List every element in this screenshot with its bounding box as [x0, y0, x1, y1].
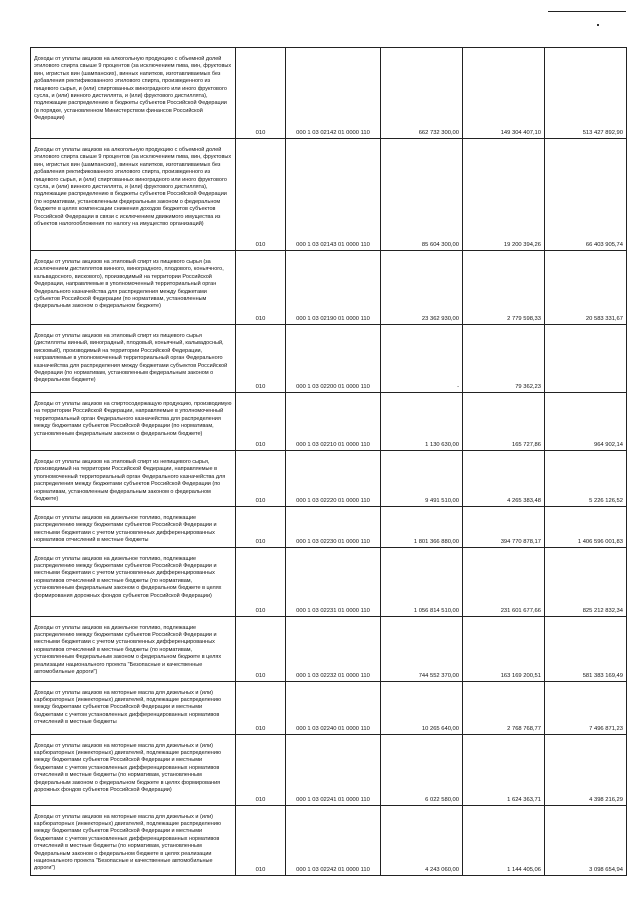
row-approved: 1 801 366 880,00	[381, 507, 463, 548]
row-remaining: 964 902,14	[545, 393, 627, 451]
row-remaining: 7 496 871,23	[545, 681, 627, 734]
row-remaining: 4 398 216,29	[545, 734, 627, 805]
scan-speck	[597, 24, 599, 26]
row-line-code: 010	[236, 547, 286, 616]
row-remaining: 513 427 892,90	[545, 48, 627, 139]
row-approved: 85 604 300,00	[381, 139, 463, 251]
row-line-code: 010	[236, 451, 286, 507]
row-approved: 1 130 630,00	[381, 393, 463, 451]
row-line-code: 010	[236, 139, 286, 251]
row-executed: 149 304 407,10	[463, 48, 545, 139]
row-executed: 231 601 677,66	[463, 547, 545, 616]
row-approved: 4 243 060,00	[381, 805, 463, 875]
table-row	[31, 547, 627, 616]
row-approved: -	[381, 325, 463, 393]
row-description: Доходы от уплаты акцизов на дизельное топливо, подлежащие распределению между бюджетами субъектов Российской Федерации и местными бюджетами с учетом установленных дифференцированных нормативов отчислений в местные бюджеты (по нормативам, установленным федеральным законом о федеральном бюджете в целях формирования дорожных фондов субъектов Российской Федерации)	[31, 547, 236, 616]
table-row	[31, 734, 627, 805]
row-kbk-code: 000 1 03 02241 01 0000 110	[286, 734, 381, 805]
row-approved: 10 265 640,00	[381, 681, 463, 734]
row-kbk-code: 000 1 03 02240 01 0000 110	[286, 681, 381, 734]
row-line-code: 010	[236, 251, 286, 325]
row-kbk-code: 000 1 03 02210 01 0000 110	[286, 393, 381, 451]
table-row	[31, 251, 627, 325]
row-executed: 19 200 394,26	[463, 139, 545, 251]
row-executed: 394 770 878,17	[463, 507, 545, 548]
row-remaining: 20 583 331,67	[545, 251, 627, 325]
row-remaining: 3 098 654,94	[545, 805, 627, 875]
row-approved: 1 056 814 510,00	[381, 547, 463, 616]
row-executed: 2 768 768,77	[463, 681, 545, 734]
row-approved: 6 022 580,00	[381, 734, 463, 805]
row-kbk-code: 000 1 03 02190 01 0000 110	[286, 251, 381, 325]
row-description: Доходы от уплаты акцизов на моторные масла для дизельных и (или) карбюраторных (инжекторных) двигателей, подлежащие распределению между бюджетами субъектов Российской Федерации и местными бюджетами с учетом установленных дифференцированных нормативов отчислений в местные бюджеты (по нормативам, установленным Федеральным законом о федеральном бюджете в целях реализации национального проекта "Безопасные и качественные автомобильные дороги")	[31, 805, 236, 875]
table-row	[31, 507, 627, 548]
row-remaining	[545, 325, 627, 393]
row-executed: 79 362,23	[463, 325, 545, 393]
table-row	[31, 48, 627, 139]
row-kbk-code: 000 1 03 02142 01 0000 110	[286, 48, 381, 139]
row-description: Доходы от уплаты акцизов на моторные масла для дизельных и (или) карбюраторных (инжекторных) двигателей, подлежащие распределению между бюджетами субъектов Российской Федерации и местными бюджетами с учетом установленных дифференцированных нормативов отчислений в местные бюджеты (по нормативам, установленным федеральным законом о федеральном бюджете в целях формирования дорожных фондов субъектов Российской Федерации)	[31, 734, 236, 805]
row-executed: 165 727,86	[463, 393, 545, 451]
row-approved: 9 491 510,00	[381, 451, 463, 507]
row-kbk-code: 000 1 03 02232 01 0000 110	[286, 616, 381, 681]
row-description: Доходы от уплаты акцизов на дизельное топливо, подлежащие распределению между бюджетами субъектов Российской Федерации и местными бюджетами с учетом установленных дифференцированных нормативов отчислений в местные бюджеты	[31, 507, 236, 548]
row-remaining: 825 212 832,34	[545, 547, 627, 616]
row-kbk-code: 000 1 03 02230 01 0000 110	[286, 507, 381, 548]
row-description: Доходы от уплаты акцизов на этиловый спирт из пищевого сырья (дистилляты винный, виноградный, плодовый, коньячный, кальвадосный, висковый), производимый на территории Российской Федерации, направляемые в уполномоченный территориальный орган Федерального казначейства для распределения между бюджетами субъектов Российской Федерации (по нормативам, установленным федеральным законом о федеральном бюджете)	[31, 325, 236, 393]
table-row	[31, 681, 627, 734]
income-table-body	[31, 48, 627, 876]
row-description: Доходы от уплаты акцизов на дизельное топливо, подлежащие распределению между бюджетами субъектов Российской Федерации и местными бюджетами с учетом установленных дифференцированных нормативов отчислений в местные бюджеты (по нормативам, установленным Федеральным законом о федеральном бюджете в целях реализации национального проекта "Безопасные и качественные автомобильные дороги")	[31, 616, 236, 681]
row-line-code: 010	[236, 393, 286, 451]
row-description: Доходы от уплаты акцизов на спиртосодержащую продукцию, производимую на территории Российской Федерации, направляемые в уполномоченный территориальный орган Федерального казначейства для распределения между бюджетами субъектов Российской Федерации (по нормативам, установленным федеральным законом о федеральном бюджете)	[31, 393, 236, 451]
row-remaining: 66 403 905,74	[545, 139, 627, 251]
row-kbk-code: 000 1 03 02242 01 0000 110	[286, 805, 381, 875]
row-remaining: 5 226 126,52	[545, 451, 627, 507]
row-kbk-code: 000 1 03 02220 01 0000 110	[286, 451, 381, 507]
row-executed: 4 265 383,48	[463, 451, 545, 507]
row-kbk-code: 000 1 03 02200 01 0000 110	[286, 325, 381, 393]
row-executed: 163 169 200,51	[463, 616, 545, 681]
row-line-code: 010	[236, 805, 286, 875]
row-executed: 1 624 363,71	[463, 734, 545, 805]
row-executed: 2 779 598,33	[463, 251, 545, 325]
row-approved: 744 552 370,00	[381, 616, 463, 681]
row-approved: 662 732 300,00	[381, 48, 463, 139]
row-approved: 23 362 930,00	[381, 251, 463, 325]
row-description: Доходы от уплаты акцизов на алкогольную продукцию с объемной долей этилового спирта свыше 9 процентов (за исключением пива, вин, фруктовых вин, игристых вин (шампанских), винных напитков, изготавливаемых без добавления ректификованного этилового спирта, произведенного из пищевого сырья, и (или) спиртованных виноградного или иного фруктового сусла, и (или) винного дистиллята, и (или) фруктового дистиллята), подлежащие распределению в бюджеты субъектов Российской Федерации (в порядке, установленном Министерством финансов Российской Федерации)	[31, 48, 236, 139]
row-line-code: 010	[236, 681, 286, 734]
table-row	[31, 393, 627, 451]
header-rule	[548, 11, 626, 12]
table-row	[31, 139, 627, 251]
row-line-code: 010	[236, 48, 286, 139]
row-kbk-code: 000 1 03 02231 01 0000 110	[286, 547, 381, 616]
table-row	[31, 325, 627, 393]
table-row	[31, 451, 627, 507]
income-table	[30, 47, 627, 876]
row-executed: 1 144 405,06	[463, 805, 545, 875]
row-line-code: 010	[236, 507, 286, 548]
row-remaining: 581 383 169,49	[545, 616, 627, 681]
row-line-code: 010	[236, 325, 286, 393]
row-description: Доходы от уплаты акцизов на этиловый спирт из пищевого сырья (за исключением дистиллятов винного, виноградного, плодового, коньячного, кальвадосного, вискового), производимый на территории Российской Федерации, направляемые в уполномоченный территориальный орган Федерального казначейства для распределения между бюджетами субъектов Российской Федерации (по нормативам, установленным федеральным законом о федеральном бюджете)	[31, 251, 236, 325]
row-description: Доходы от уплаты акцизов на моторные масла для дизельных и (или) карбюраторных (инжекторных) двигателей, подлежащие распределению между бюджетами субъектов Российской Федерации и местными бюджетами с учетом установленных дифференцированных нормативов отчислений в местные бюджеты	[31, 681, 236, 734]
row-kbk-code: 000 1 03 02143 01 0000 110	[286, 139, 381, 251]
row-line-code: 010	[236, 734, 286, 805]
table-row	[31, 616, 627, 681]
row-description: Доходы от уплаты акцизов на этиловый спирт из непищевого сырья, производимый на территории Российской Федерации, направляемые в уполномоченный территориальный орган Федерального казначейства для распределения между бюджетами субъектов Российской Федерации (по нормативам, установленным федеральным законом о федеральном бюджете)	[31, 451, 236, 507]
row-description: Доходы от уплаты акцизов на алкогольную продукцию с объемной долей этилового спирта свыше 9 процентов (за исключением пива, вин, фруктовых вин, игристых вин (шампанских), винных напитков, изготавливаемых без добавления ректификованного этилового спирта, произведенного из пищевого сырья, и (или) спиртованных виноградного или иного фруктового сусла, и (или) винного дистиллята, и (или) фруктового дистиллята), подлежащие распределению в бюджеты субъектов Российской Федерации (по нормативам, установленным федеральным законом о федеральном бюджете в целях компенсации снижения доходов бюджетов субъектов Российской Федерации в связи с исключением движимого имущества из объектов налогообложения по налогу на имущество организаций)	[31, 139, 236, 251]
row-line-code: 010	[236, 616, 286, 681]
table-row	[31, 805, 627, 875]
row-remaining: 1 406 596 001,83	[545, 507, 627, 548]
